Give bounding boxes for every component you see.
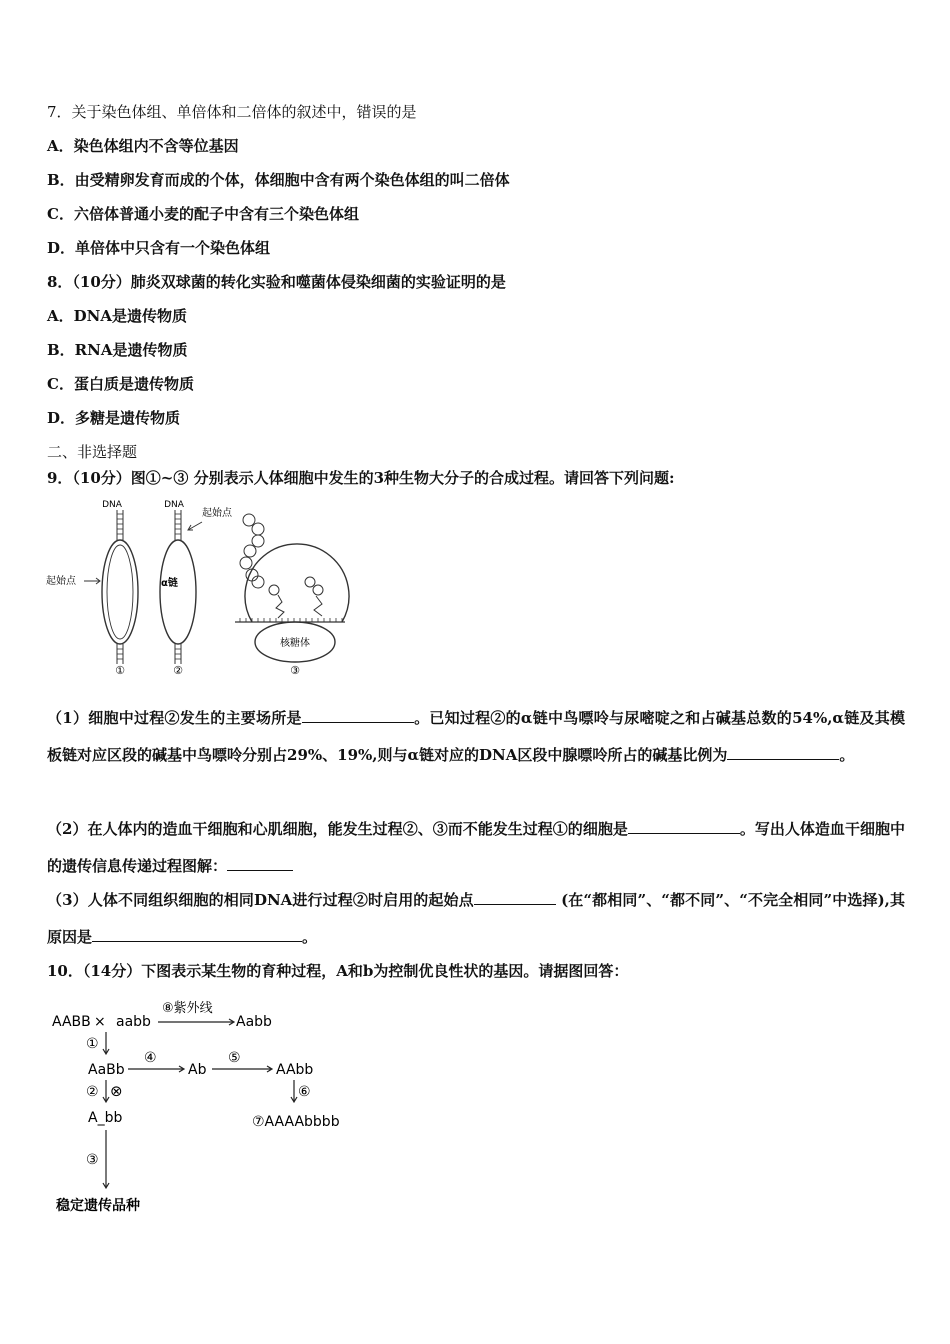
q8-option-a: A．DNA是遗传物质 bbox=[47, 307, 187, 325]
q8-stem: 8．（10分）肺炎双球菌的转化实验和噬菌体侵染细菌的实验证明的是 bbox=[47, 273, 506, 291]
fig-step-3: ③ bbox=[86, 1152, 99, 1168]
q8-option-c: C．蛋白质是遗传物质 bbox=[47, 375, 194, 393]
q9-figure bbox=[40, 492, 360, 682]
fig-step-7-result: ⑦AAAAbbbb bbox=[252, 1114, 340, 1130]
q9-p3-text-b: (在“都相同”、“都不同”、“不完全相同”中选择),其原因是 bbox=[47, 891, 905, 946]
fig-f1: AaBb bbox=[88, 1062, 125, 1078]
q9-p1-text-b: 。已知过程②的α链中鸟嘌呤与尿嘧啶之和占碱基总数的54%,α链及其模板链对应区段的碱基中鸟嘌呤分别占29%、19%,则与α链对应的DNA区段中腺嘌呤所占的碱基比例为 bbox=[47, 709, 905, 764]
answer-blank[interactable] bbox=[727, 745, 839, 760]
fig-gamete: Ab bbox=[188, 1062, 207, 1078]
q7-option-b: B．由受精卵发育而成的个体，体细胞中含有两个染色体组的叫二倍体 bbox=[47, 171, 510, 189]
fig-origin-left: 起始点 bbox=[46, 576, 76, 587]
q10-stem: 10．（14分）下图表示某生物的育种过程，A和b为控制优良性状的基因。请据图回答： bbox=[47, 962, 629, 980]
answer-blank[interactable] bbox=[474, 890, 556, 905]
q9-p1-text-a: （1）细胞中过程②发生的主要场所是 bbox=[47, 709, 302, 727]
q7-option-d: D．单倍体中只含有一个染色体组 bbox=[47, 239, 271, 257]
fig-step-2: ② bbox=[86, 1084, 99, 1100]
answer-blank[interactable] bbox=[92, 927, 302, 942]
q9-part-3 bbox=[47, 882, 905, 956]
fig-selfing-symbol: ⊗ bbox=[110, 1082, 123, 1100]
fig-step-4: ④ bbox=[144, 1050, 157, 1066]
fig-parent-1: AABB bbox=[52, 1014, 91, 1030]
fig-alpha-chain: α链 bbox=[161, 578, 178, 589]
fig-step-6: ⑥ bbox=[298, 1084, 311, 1100]
q9-part-1 bbox=[47, 700, 905, 774]
fig-ribosome-label: 核糖体 bbox=[280, 638, 310, 649]
answer-blank[interactable] bbox=[227, 856, 293, 871]
q7-stem: 7．关于染色体组、单倍体和二倍体的叙述中，错误的是 bbox=[47, 103, 417, 121]
q9-p1-text-c: 。 bbox=[839, 746, 855, 764]
fig-cross-symbol: × bbox=[94, 1014, 106, 1030]
fig-step-8: ⑧紫外线 bbox=[162, 1001, 213, 1016]
fig-step-5: ⑤ bbox=[228, 1050, 241, 1066]
fig-number-1: ① bbox=[115, 664, 125, 677]
q9-p3-text-a: （3）人体不同组织细胞的相同DNA进行过程②时启用的起始点 bbox=[47, 891, 474, 909]
answer-blank[interactable] bbox=[302, 708, 414, 723]
q10-figure bbox=[48, 998, 348, 1218]
fig-f2: A_bb bbox=[88, 1110, 123, 1126]
fig-dna-label-1: DNA bbox=[102, 500, 122, 510]
fig-step-1: ① bbox=[86, 1036, 99, 1052]
q9-part-2 bbox=[47, 811, 905, 885]
q8-option-b: B．RNA是遗传物质 bbox=[47, 341, 188, 359]
fig-doubled-haploid: AAbb bbox=[276, 1062, 314, 1078]
q9-stem: 9．（10分）图①~③ 分别表示人体细胞中发生的3种生物大分子的合成过程。请回答下列问题: bbox=[47, 469, 675, 487]
q7-option-c: C．六倍体普通小麦的配子中含有三个染色体组 bbox=[47, 205, 359, 223]
fig-dna-label-2: DNA bbox=[164, 500, 184, 510]
q8-option-d: D．多糖是遗传物质 bbox=[47, 409, 181, 427]
q7-option-a: A．染色体组内不含等位基因 bbox=[47, 137, 239, 155]
q9-p2-text-b: 。写出人体造血干细胞中的遗传信息传递过程图解： bbox=[47, 820, 905, 875]
q9-p3-text-c: 。 bbox=[302, 928, 318, 946]
fig-origin-right: 起始点 bbox=[202, 508, 232, 519]
fig-parent-2: aabb bbox=[116, 1014, 151, 1030]
fig-number-2: ② bbox=[173, 664, 183, 677]
fig-number-3: ③ bbox=[290, 664, 300, 677]
section-heading: 二、非选择题 bbox=[47, 443, 138, 461]
q9-p2-text-a: （2）在人体内的造血干细胞和心肌细胞，能发生过程②、③而不能发生过程①的细胞是 bbox=[47, 820, 628, 838]
fig-final-result: 稳定遗传品种 bbox=[56, 1198, 140, 1214]
fig-result-8: Aabb bbox=[236, 1014, 272, 1030]
answer-blank[interactable] bbox=[628, 819, 740, 834]
